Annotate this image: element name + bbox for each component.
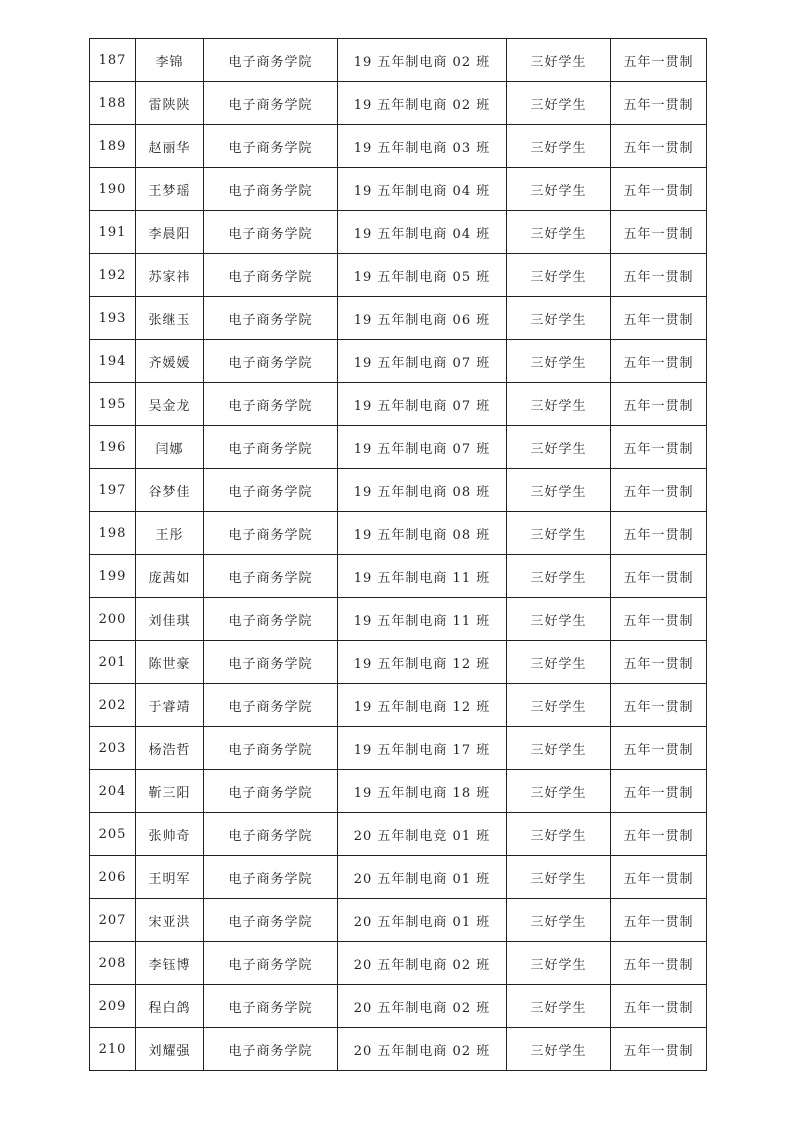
award-cell: 三好学生 <box>507 383 611 426</box>
class-cell: 20 五年制电商 01 班 <box>338 856 507 899</box>
row-number-cell: 207 <box>90 899 136 942</box>
college-cell: 电子商务学院 <box>204 383 338 426</box>
row-number-cell: 190 <box>90 168 136 211</box>
table-row <box>90 942 707 985</box>
table-row <box>90 383 707 426</box>
program-cell: 五年一贯制 <box>611 211 707 254</box>
row-number-cell: 192 <box>90 254 136 297</box>
table-row <box>90 856 707 899</box>
student-name-cell: 赵丽华 <box>136 125 204 168</box>
college-cell: 电子商务学院 <box>204 684 338 727</box>
student-name-cell: 王彤 <box>136 512 204 555</box>
student-name-cell: 程白鸽 <box>136 985 204 1028</box>
row-number-cell: 194 <box>90 340 136 383</box>
class-cell: 19 五年制电商 08 班 <box>338 512 507 555</box>
table-row <box>90 684 707 727</box>
program-cell: 五年一贯制 <box>611 770 707 813</box>
program-cell: 五年一贯制 <box>611 82 707 125</box>
award-cell: 三好学生 <box>507 1028 611 1071</box>
class-cell: 19 五年制电商 04 班 <box>338 168 507 211</box>
table-row <box>90 426 707 469</box>
table-row <box>90 641 707 684</box>
class-cell: 19 五年制电商 07 班 <box>338 383 507 426</box>
college-cell: 电子商务学院 <box>204 168 338 211</box>
class-cell: 19 五年制电商 07 班 <box>338 426 507 469</box>
college-cell: 电子商务学院 <box>204 211 338 254</box>
college-cell: 电子商务学院 <box>204 899 338 942</box>
program-cell: 五年一贯制 <box>611 899 707 942</box>
program-cell: 五年一贯制 <box>611 340 707 383</box>
college-cell: 电子商务学院 <box>204 254 338 297</box>
table-row <box>90 727 707 770</box>
award-cell: 三好学生 <box>507 168 611 211</box>
college-cell: 电子商务学院 <box>204 512 338 555</box>
award-cell: 三好学生 <box>507 211 611 254</box>
program-cell: 五年一贯制 <box>611 297 707 340</box>
row-number-cell: 196 <box>90 426 136 469</box>
college-cell: 电子商务学院 <box>204 469 338 512</box>
college-cell: 电子商务学院 <box>204 82 338 125</box>
award-cell: 三好学生 <box>507 39 611 82</box>
award-cell: 三好学生 <box>507 297 611 340</box>
program-cell: 五年一贯制 <box>611 598 707 641</box>
college-cell: 电子商务学院 <box>204 125 338 168</box>
class-cell: 19 五年制电商 18 班 <box>338 770 507 813</box>
program-cell: 五年一贯制 <box>611 168 707 211</box>
student-name-cell: 吴金龙 <box>136 383 204 426</box>
college-cell: 电子商务学院 <box>204 426 338 469</box>
class-cell: 19 五年制电商 04 班 <box>338 211 507 254</box>
table-row <box>90 512 707 555</box>
row-number-cell: 191 <box>90 211 136 254</box>
award-cell: 三好学生 <box>507 340 611 383</box>
table-body <box>90 39 707 1071</box>
table-row <box>90 469 707 512</box>
program-cell: 五年一贯制 <box>611 1028 707 1071</box>
student-name-cell: 杨浩哲 <box>136 727 204 770</box>
table-row <box>90 125 707 168</box>
class-cell: 19 五年制电商 08 班 <box>338 469 507 512</box>
class-cell: 20 五年制电商 02 班 <box>338 1028 507 1071</box>
table-row <box>90 168 707 211</box>
student-name-cell: 齐媛媛 <box>136 340 204 383</box>
college-cell: 电子商务学院 <box>204 1028 338 1071</box>
college-cell: 电子商务学院 <box>204 641 338 684</box>
row-number-cell: 202 <box>90 684 136 727</box>
row-number-cell: 210 <box>90 1028 136 1071</box>
class-cell: 19 五年制电商 06 班 <box>338 297 507 340</box>
student-name-cell: 李钰博 <box>136 942 204 985</box>
row-number-cell: 188 <box>90 82 136 125</box>
student-name-cell: 谷梦佳 <box>136 469 204 512</box>
college-cell: 电子商务学院 <box>204 727 338 770</box>
program-cell: 五年一贯制 <box>611 727 707 770</box>
award-list-table <box>89 38 707 1071</box>
program-cell: 五年一贯制 <box>611 555 707 598</box>
table-row <box>90 39 707 82</box>
college-cell: 电子商务学院 <box>204 985 338 1028</box>
table-row <box>90 254 707 297</box>
row-number-cell: 193 <box>90 297 136 340</box>
program-cell: 五年一贯制 <box>611 641 707 684</box>
award-cell: 三好学生 <box>507 598 611 641</box>
student-name-cell: 靳三阳 <box>136 770 204 813</box>
student-name-cell: 雷陕陕 <box>136 82 204 125</box>
student-name-cell: 李锦 <box>136 39 204 82</box>
program-cell: 五年一贯制 <box>611 39 707 82</box>
class-cell: 19 五年制电商 03 班 <box>338 125 507 168</box>
award-cell: 三好学生 <box>507 985 611 1028</box>
award-cell: 三好学生 <box>507 942 611 985</box>
table-row <box>90 598 707 641</box>
program-cell: 五年一贯制 <box>611 813 707 856</box>
college-cell: 电子商务学院 <box>204 813 338 856</box>
award-cell: 三好学生 <box>507 254 611 297</box>
class-cell: 20 五年制电商 01 班 <box>338 899 507 942</box>
row-number-cell: 200 <box>90 598 136 641</box>
program-cell: 五年一贯制 <box>611 684 707 727</box>
row-number-cell: 187 <box>90 39 136 82</box>
student-name-cell: 张继玉 <box>136 297 204 340</box>
class-cell: 19 五年制电商 12 班 <box>338 684 507 727</box>
award-cell: 三好学生 <box>507 727 611 770</box>
class-cell: 19 五年制电商 02 班 <box>338 39 507 82</box>
row-number-cell: 209 <box>90 985 136 1028</box>
program-cell: 五年一贯制 <box>611 512 707 555</box>
student-name-cell: 王梦瑶 <box>136 168 204 211</box>
student-name-cell: 李晨阳 <box>136 211 204 254</box>
row-number-cell: 208 <box>90 942 136 985</box>
row-number-cell: 189 <box>90 125 136 168</box>
class-cell: 19 五年制电商 11 班 <box>338 555 507 598</box>
row-number-cell: 203 <box>90 727 136 770</box>
award-cell: 三好学生 <box>507 899 611 942</box>
table-row <box>90 82 707 125</box>
row-number-cell: 198 <box>90 512 136 555</box>
award-cell: 三好学生 <box>507 82 611 125</box>
award-cell: 三好学生 <box>507 426 611 469</box>
student-name-cell: 宋亚洪 <box>136 899 204 942</box>
class-cell: 20 五年制电商 02 班 <box>338 942 507 985</box>
class-cell: 19 五年制电商 11 班 <box>338 598 507 641</box>
program-cell: 五年一贯制 <box>611 125 707 168</box>
student-name-cell: 刘耀强 <box>136 1028 204 1071</box>
student-name-cell: 王明军 <box>136 856 204 899</box>
row-number-cell: 197 <box>90 469 136 512</box>
table-row <box>90 899 707 942</box>
table-row <box>90 985 707 1028</box>
student-name-cell: 庞茜如 <box>136 555 204 598</box>
award-cell: 三好学生 <box>507 125 611 168</box>
table-row <box>90 555 707 598</box>
table-row <box>90 770 707 813</box>
program-cell: 五年一贯制 <box>611 469 707 512</box>
award-cell: 三好学生 <box>507 555 611 598</box>
row-number-cell: 199 <box>90 555 136 598</box>
class-cell: 19 五年制电商 17 班 <box>338 727 507 770</box>
college-cell: 电子商务学院 <box>204 340 338 383</box>
student-name-cell: 张帅奇 <box>136 813 204 856</box>
class-cell: 19 五年制电商 07 班 <box>338 340 507 383</box>
table-row <box>90 1028 707 1071</box>
award-cell: 三好学生 <box>507 856 611 899</box>
row-number-cell: 195 <box>90 383 136 426</box>
award-cell: 三好学生 <box>507 770 611 813</box>
row-number-cell: 206 <box>90 856 136 899</box>
program-cell: 五年一贯制 <box>611 856 707 899</box>
college-cell: 电子商务学院 <box>204 598 338 641</box>
student-name-cell: 闫娜 <box>136 426 204 469</box>
table-row <box>90 297 707 340</box>
award-cell: 三好学生 <box>507 813 611 856</box>
award-cell: 三好学生 <box>507 684 611 727</box>
student-name-cell: 陈世豪 <box>136 641 204 684</box>
college-cell: 电子商务学院 <box>204 297 338 340</box>
college-cell: 电子商务学院 <box>204 770 338 813</box>
college-cell: 电子商务学院 <box>204 856 338 899</box>
program-cell: 五年一贯制 <box>611 426 707 469</box>
program-cell: 五年一贯制 <box>611 254 707 297</box>
row-number-cell: 201 <box>90 641 136 684</box>
award-cell: 三好学生 <box>507 469 611 512</box>
college-cell: 电子商务学院 <box>204 555 338 598</box>
table-row <box>90 813 707 856</box>
student-name-cell: 苏家祎 <box>136 254 204 297</box>
row-number-cell: 204 <box>90 770 136 813</box>
class-cell: 20 五年制电商 02 班 <box>338 985 507 1028</box>
program-cell: 五年一贯制 <box>611 985 707 1028</box>
program-cell: 五年一贯制 <box>611 383 707 426</box>
college-cell: 电子商务学院 <box>204 942 338 985</box>
class-cell: 19 五年制电商 12 班 <box>338 641 507 684</box>
student-name-cell: 刘佳琪 <box>136 598 204 641</box>
program-cell: 五年一贯制 <box>611 942 707 985</box>
table-row <box>90 211 707 254</box>
college-cell: 电子商务学院 <box>204 39 338 82</box>
award-cell: 三好学生 <box>507 641 611 684</box>
award-cell: 三好学生 <box>507 512 611 555</box>
student-name-cell: 于睿靖 <box>136 684 204 727</box>
class-cell: 19 五年制电商 05 班 <box>338 254 507 297</box>
class-cell: 20 五年制电竞 01 班 <box>338 813 507 856</box>
table-row <box>90 340 707 383</box>
class-cell: 19 五年制电商 02 班 <box>338 82 507 125</box>
row-number-cell: 205 <box>90 813 136 856</box>
